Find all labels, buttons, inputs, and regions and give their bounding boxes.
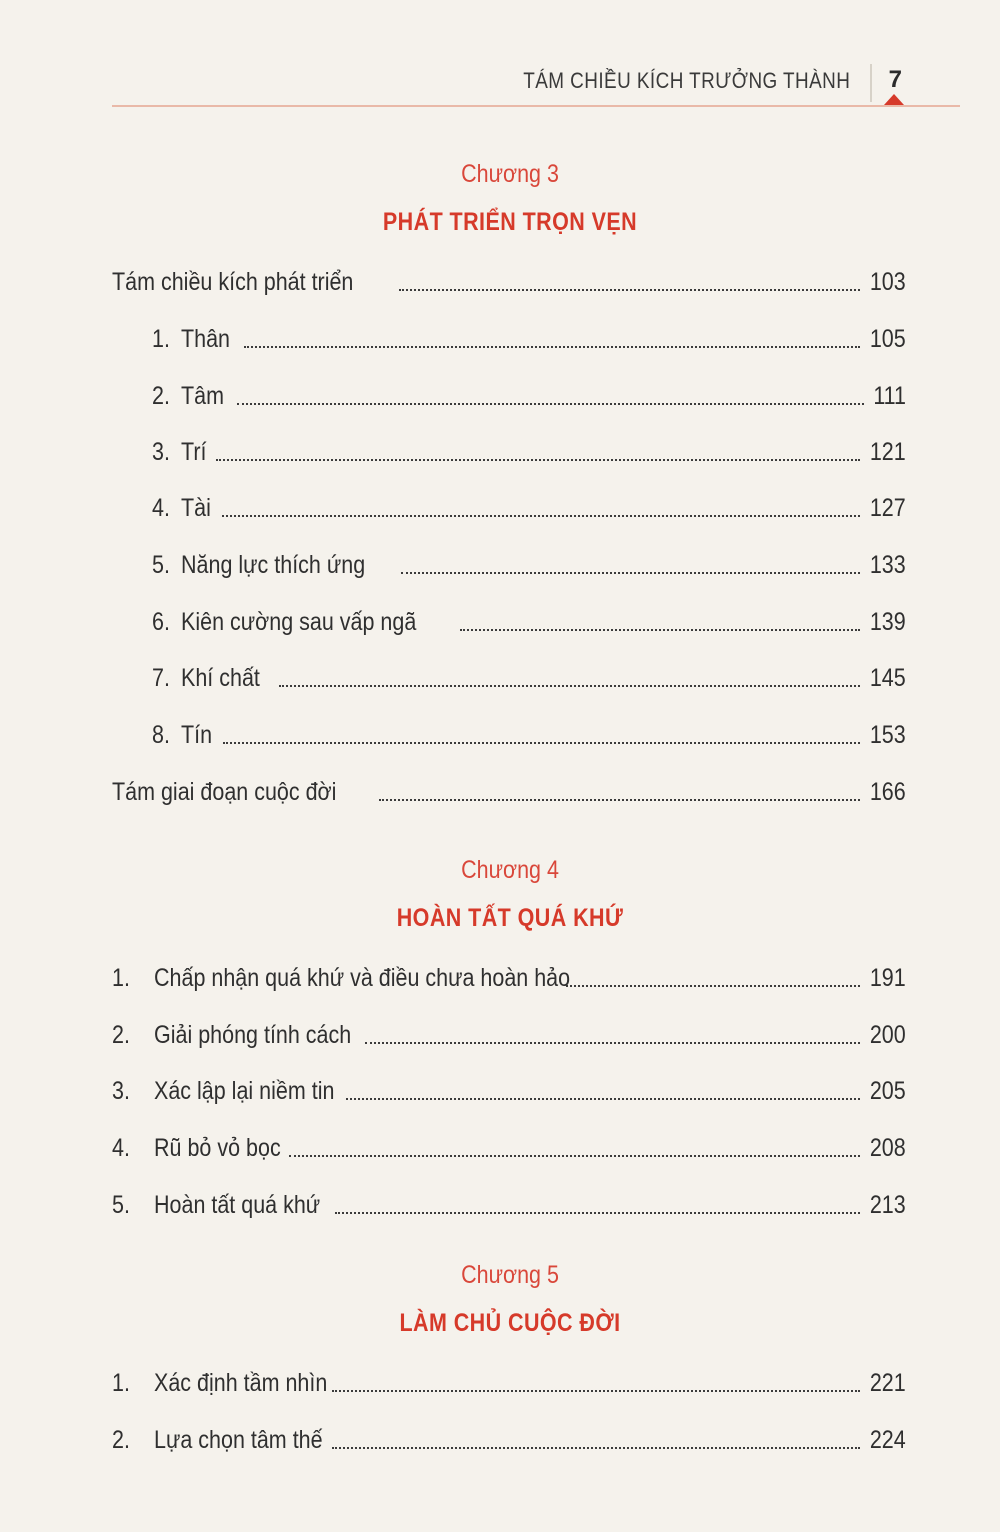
toc-entry-text: Giải phóng tính cách (154, 1021, 352, 1049)
toc-entry[interactable] (112, 263, 906, 297)
toc-entry-page: 224 (870, 1426, 906, 1454)
toc-entry-page: 105 (870, 325, 906, 353)
toc-entry-number: 1. (152, 325, 170, 353)
toc-entry-page: 153 (870, 721, 906, 749)
running-header (112, 60, 960, 108)
toc-entry-text: Khí chất (180, 664, 260, 692)
toc-entry[interactable] (112, 546, 906, 580)
dot-leader (237, 402, 864, 405)
toc-entry-page: 205 (870, 1077, 906, 1105)
toc-entry-page: 111 (873, 382, 906, 410)
running-title: TÁM CHIỀU KÍCH TRƯỞNG THÀNH (522, 68, 850, 93)
toc-entry[interactable] (112, 773, 906, 807)
dot-leader (222, 514, 861, 517)
toc-entry-text: Rũ bỏ vỏ bọc (154, 1134, 281, 1162)
toc-entry-page: 121 (870, 438, 906, 466)
toc-entry[interactable] (112, 1421, 906, 1455)
dot-leader (460, 628, 860, 631)
dot-leader (379, 798, 860, 801)
toc-entry-number: 2. (152, 382, 170, 410)
toc-entry-text: Năng lực thích ứng (180, 551, 366, 579)
toc-entry-text: Xác định tầm nhìn (154, 1369, 328, 1397)
chapter-title: LÀM CHỦ CUỘC ĐỜI (399, 1309, 621, 1337)
toc-entry-text: Trí (180, 438, 207, 466)
page-marker-triangle-icon (884, 94, 904, 105)
toc-entry-page: 208 (870, 1134, 906, 1162)
toc-entry-number: 2. (112, 1426, 130, 1454)
toc-entry-number: 1. (112, 1369, 130, 1397)
toc-entry[interactable] (112, 1072, 906, 1106)
toc-entry-page: 103 (870, 268, 906, 296)
toc-entry-number: 6. (152, 608, 170, 636)
toc-entry[interactable] (112, 1364, 906, 1398)
toc-entry-number: 5. (152, 551, 170, 579)
chapter-title: PHÁT TRIỂN TRỌN VẸN (382, 208, 638, 236)
toc-entry-page: 166 (870, 778, 906, 806)
toc-entry-text: Tài (180, 494, 211, 522)
toc-entry-text: Thân (180, 325, 230, 353)
toc-entry[interactable] (112, 1129, 906, 1163)
toc-entry-page: 145 (870, 664, 906, 692)
page-number: 7 (888, 66, 902, 93)
toc-entry-number: 3. (152, 438, 170, 466)
toc-entry-text: Tám chiều kích phát triển (112, 268, 354, 296)
toc-entry-page: 127 (870, 494, 906, 522)
toc-entry[interactable] (112, 603, 906, 637)
dot-leader (566, 984, 860, 987)
toc-entry[interactable] (112, 489, 906, 523)
header-rule (112, 105, 960, 107)
dot-leader (399, 288, 861, 291)
toc-entry-text: Tám giai đoạn cuộc đời (112, 778, 337, 806)
dot-leader (335, 1211, 860, 1214)
toc-entry-page: 139 (870, 608, 906, 636)
dot-leader (216, 458, 860, 461)
toc-entry-number: 3. (112, 1077, 130, 1105)
toc-entry-page: 191 (870, 964, 906, 992)
toc-entry-text: Tín (180, 721, 212, 749)
chapter-label: Chương 4 (461, 856, 559, 884)
toc-entry-text: Chấp nhận quá khứ và điều chưa hoàn hảo (154, 964, 571, 992)
toc-entry[interactable] (112, 377, 906, 411)
toc-entry-page: 133 (870, 551, 906, 579)
toc-entry-number: 2. (112, 1021, 130, 1049)
dot-leader (289, 1154, 860, 1157)
dot-leader (244, 345, 860, 348)
toc-entry[interactable] (112, 1186, 906, 1220)
dot-leader (401, 571, 860, 574)
toc-entry-text: Tâm (180, 382, 224, 410)
toc-entry-number: 1. (112, 964, 130, 992)
header-separator (870, 64, 872, 102)
chapter-title: HOÀN TẤT QUÁ KHỨ (396, 904, 624, 932)
toc-entry[interactable] (112, 716, 906, 750)
toc-entry-text: Xác lập lại niềm tin (154, 1077, 335, 1105)
dot-leader (332, 1389, 861, 1392)
dot-leader (223, 741, 860, 744)
toc-entry[interactable] (112, 320, 906, 354)
dot-leader (279, 684, 861, 687)
chapter-label: Chương 5 (461, 1261, 559, 1289)
toc-entry[interactable] (112, 1016, 906, 1050)
dot-leader (365, 1041, 860, 1044)
dot-leader (346, 1097, 860, 1100)
toc-entry-text: Kiên cường sau vấp ngã (180, 608, 417, 636)
toc-entry-page: 213 (870, 1191, 906, 1219)
toc-entry[interactable] (112, 433, 906, 467)
toc-entry-text: Lựa chọn tâm thế (154, 1426, 323, 1454)
toc-entry-number: 8. (152, 721, 170, 749)
toc-entry-number: 4. (112, 1134, 130, 1162)
chapter-label: Chương 3 (461, 160, 559, 188)
toc-entry[interactable] (112, 659, 906, 693)
toc-entry-number: 4. (152, 494, 170, 522)
toc-entry-number: 7. (152, 664, 170, 692)
toc-entry-page: 221 (870, 1369, 906, 1397)
toc-entry-text: Hoàn tất quá khứ (154, 1191, 321, 1219)
toc-entry-page: 200 (870, 1021, 906, 1049)
toc-entry-number: 5. (112, 1191, 130, 1219)
toc-entry[interactable] (112, 959, 906, 993)
dot-leader (332, 1446, 860, 1449)
